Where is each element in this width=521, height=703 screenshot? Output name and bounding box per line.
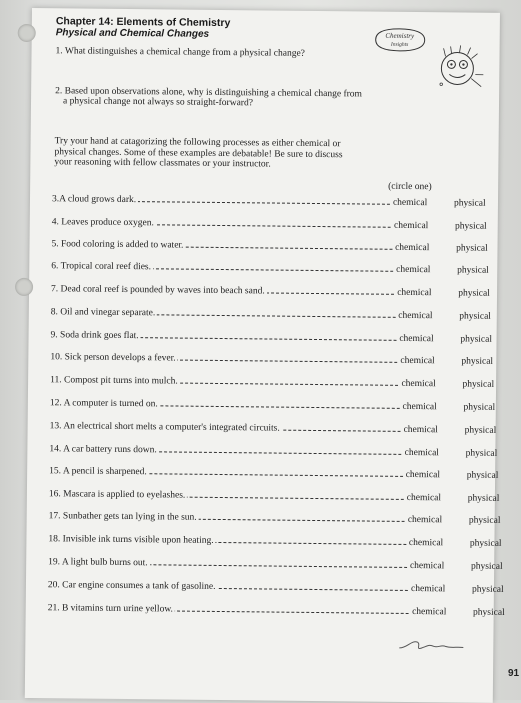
option-physical[interactable]: physical (463, 402, 496, 413)
worksheet-page (25, 8, 505, 703)
item-row (51, 239, 488, 258)
option-physical[interactable]: physical (470, 561, 503, 572)
item-text: 15. A pencil is sharpened. (49, 466, 147, 478)
option-chemical[interactable]: chemical (396, 334, 433, 344)
instructions-line: your reasoning with fellow classmates or your instructor. (54, 157, 271, 170)
option-physical[interactable]: physical (454, 221, 487, 232)
item-text: 16. Mascara is applied to eyelashes. (48, 489, 186, 501)
logo-word-1: Chemistry (385, 31, 415, 41)
option-chemical[interactable]: chemical (403, 470, 440, 480)
item-row (51, 217, 487, 236)
option-physical[interactable]: physical (458, 288, 490, 299)
question-1: 1. What distinguishes a chemical change from a physical change? (55, 46, 305, 59)
item-row (51, 284, 490, 303)
item-row (50, 352, 494, 371)
item-row (47, 580, 504, 599)
item-text: 20. Car engine consumes a tank of gasoline. (47, 580, 216, 592)
item-text: 6. Tropical coral reef dies. (51, 261, 152, 273)
option-physical[interactable]: physical (464, 425, 497, 436)
option-physical[interactable]: physical (473, 607, 505, 618)
item-text: 8. Oil and vinegar separate. (50, 307, 156, 319)
option-physical[interactable]: physical (461, 356, 494, 367)
option-physical[interactable]: physical (453, 198, 486, 209)
option-chemical[interactable]: chemical (399, 402, 436, 412)
option-chemical[interactable]: chemical (404, 493, 441, 503)
item-text: 7. Dead coral reef is pounded by waves into beach sand. (51, 284, 265, 297)
question-2-line-2: a physical change not always so straight-forward? (62, 96, 254, 109)
option-physical[interactable]: physical (468, 515, 501, 526)
item-text: 3.A cloud grows dark. (51, 194, 137, 206)
binder-hole (15, 278, 33, 296)
item-text: 11. Compost pit turns into mulch. (50, 375, 178, 387)
option-physical[interactable]: physical (460, 334, 493, 345)
option-chemical[interactable]: chemical (394, 288, 431, 298)
instructions-line: Try your hand at catagorizing the following processes as either chemical or (54, 136, 341, 150)
item-row (49, 444, 498, 463)
item-row (48, 534, 502, 553)
item-row (49, 421, 497, 440)
item-text: 17. Sunbather gets tan lying in the sun. (48, 511, 197, 523)
option-chemical[interactable]: chemical (392, 243, 429, 253)
option-chemical[interactable]: chemical (395, 311, 432, 321)
option-physical[interactable]: physical (467, 493, 500, 504)
option-physical[interactable]: physical (462, 379, 495, 390)
option-physical[interactable]: physical (456, 243, 488, 254)
option-chemical[interactable]: chemical (391, 221, 428, 231)
item-text: 10. Sick person develops a fever. (50, 352, 176, 364)
binder-hole (18, 24, 36, 42)
item-row (50, 330, 493, 349)
item-text: 19. A light bulb burns out. (48, 557, 148, 569)
option-physical[interactable]: physical (465, 448, 498, 459)
option-chemical[interactable]: chemical (402, 448, 439, 458)
option-physical[interactable]: physical (459, 311, 492, 322)
item-text: 13. An electrical short melts a computer's integrated circuits. (49, 421, 280, 434)
option-chemical[interactable]: chemical (390, 198, 427, 208)
instructions-line: physical changes. Some of these examples are debatable! Be sure to discuss (54, 146, 343, 160)
option-physical[interactable]: physical (471, 584, 504, 595)
page-title: Chapter 14: Elements of Chemistry (55, 15, 231, 30)
option-chemical[interactable]: chemical (398, 379, 435, 389)
item-text: 18. Invisible ink turns visible upon heating. (48, 534, 214, 546)
option-physical[interactable]: physical (469, 538, 502, 549)
option-chemical[interactable]: chemical (393, 265, 430, 275)
page-number: 91 (508, 668, 520, 679)
item-text: 14. A car battery runs down. (49, 444, 157, 456)
item-row (51, 194, 486, 213)
option-chemical[interactable]: chemical (406, 538, 443, 548)
item-row (47, 603, 505, 622)
option-physical[interactable]: physical (466, 470, 499, 481)
option-chemical[interactable]: chemical (397, 356, 434, 366)
option-chemical[interactable]: chemical (407, 561, 444, 571)
signature-scribble (397, 636, 465, 655)
item-row (49, 398, 496, 417)
logo-word-2: Insights (390, 41, 409, 48)
item-row (50, 307, 492, 326)
question-2-line-1: 2. Based upon observations alone, why is distinguishing a chemical change from (55, 86, 363, 100)
item-text: 4. Leaves produce oxygen. (51, 217, 154, 229)
instructions (54, 136, 434, 171)
item-row (48, 489, 500, 508)
item-row (51, 261, 489, 280)
option-chemical[interactable]: chemical (401, 425, 438, 435)
item-text: 21. B vitamins turn urine yellow. (47, 603, 174, 615)
option-chemical[interactable]: chemical (408, 584, 445, 594)
item-row (50, 375, 495, 394)
option-physical[interactable]: physical (457, 265, 489, 276)
item-row (48, 557, 503, 576)
option-chemical[interactable]: chemical (405, 515, 442, 525)
option-chemical[interactable]: chemical (409, 607, 446, 617)
item-text: 9. Soda drink goes flat. (50, 330, 139, 342)
circle-one-label: (circle one) (388, 181, 432, 193)
item-text: 12. A computer is turned on. (49, 398, 158, 410)
item-row (48, 511, 501, 530)
item-text: 5. Food coloring is added to water. (51, 239, 184, 251)
page-subtitle: Physical and Chemical Changes (55, 27, 210, 40)
item-row (49, 466, 499, 485)
